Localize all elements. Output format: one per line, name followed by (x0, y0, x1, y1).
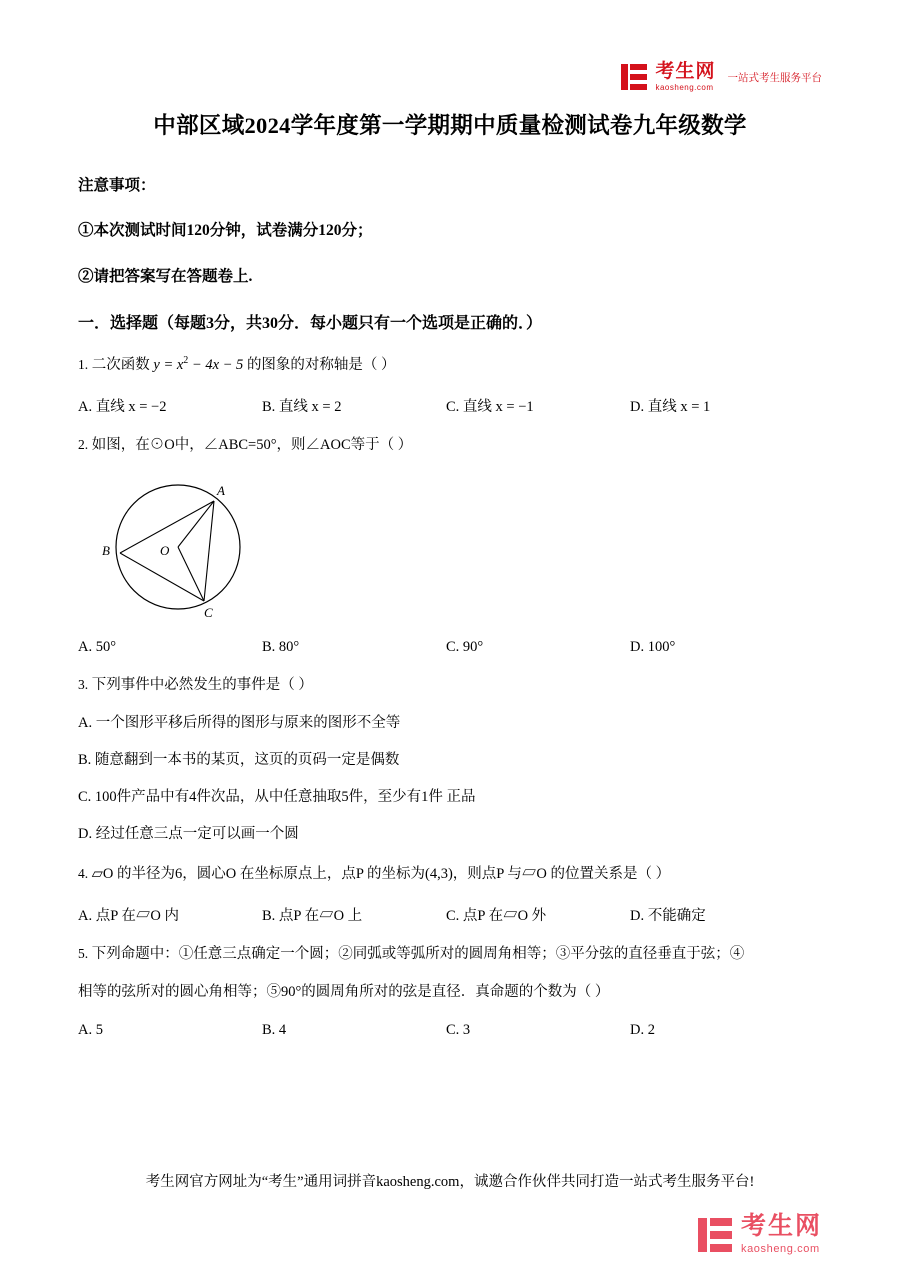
footer-logo-text (741, 1214, 822, 1255)
question-1-options (78, 395, 822, 416)
question-2-option-c[interactable]: C. 90° (446, 638, 484, 655)
header-logo-cn: 考生网 (655, 61, 716, 82)
question-2-number: 2. (78, 436, 89, 452)
question-5-line-2-wrap (78, 981, 822, 1004)
question-5-option-d[interactable]: D. 2 (630, 1021, 655, 1038)
question-5-option-a[interactable]: A. 5 (78, 1021, 103, 1038)
svg-text:B: B (102, 542, 110, 558)
svg-text:O: O (160, 542, 170, 558)
question-1-option-c[interactable]: C. 直线 x = −1 (446, 398, 534, 415)
question-1-text-after: 的图象的对称轴是（ ） (246, 356, 396, 373)
question-3-choice-a[interactable]: A. 一个图形平移后所得的图形与原来的图形不全等 (78, 715, 401, 732)
question-4-options (78, 904, 822, 925)
question-1: 1. 二次函数 $y = x^2 - 4x - 5$ 的图象的对称轴是（ ） (78, 354, 396, 373)
question-4-number: 4. (78, 866, 89, 882)
question-3-text: 下列事件中必然发生的事件是（ ） (91, 676, 313, 693)
question-5-options (78, 1022, 822, 1039)
svg-text:C: C (204, 604, 213, 620)
question-1-option-a[interactable]: A. 直线 x = −2 (78, 398, 167, 415)
question-4-option-b[interactable]: B. 点P 在▱O 上 (262, 908, 363, 925)
question-5-line-1: 下列命题中：①任意三点确定一个圆；②同弧或等弧所对的圆周角相等；③平分弦的直径垂直于弦；④ (91, 946, 745, 963)
svg-text:A: A (217, 482, 225, 498)
question-1-text-before: 二次函数 (91, 356, 150, 373)
question-4 (78, 863, 822, 886)
question-4-text: ▱O 的半径为6，圆心O 在坐标原点上，点P 的坐标为(4,3)，则点P 与▱O 的位置关系是（ ） (91, 866, 671, 883)
question-5-option-c[interactable]: C. 3 (446, 1021, 471, 1038)
question-2-option-b[interactable]: B. 80° (262, 638, 300, 655)
question-2-option-a[interactable]: A. 50° (78, 638, 117, 655)
footer-logo-cn: 考生网 (740, 1212, 822, 1240)
document-body (78, 174, 822, 1057)
question-2-options (78, 639, 822, 656)
question-3-number: 3. (78, 676, 89, 692)
notice-item-2: ②请把答案写在答题卷上. (78, 267, 253, 285)
question-3-choice-d[interactable]: D. 经过任意三点一定可以画一个圆 (78, 826, 299, 843)
question-4-option-d[interactable]: D. 不能确定 (630, 908, 706, 925)
notice-heading: 注意事项： (78, 177, 156, 194)
kaosheng-logo-icon (621, 64, 647, 90)
header-logo-text (655, 62, 715, 92)
header-logo-en: kaosheng.com (655, 83, 714, 92)
footer-kaosheng-logo-icon (698, 1218, 732, 1252)
question-4-option-a[interactable]: A. 点P 在▱O 内 (78, 908, 179, 925)
question-2-option-d[interactable]: D. 100° (630, 638, 676, 655)
question-1-option-b[interactable]: B. 直线 x = 2 (262, 398, 342, 415)
header-logo (621, 62, 822, 92)
question-2 (78, 434, 822, 457)
question-2-figure (90, 475, 290, 625)
question-2-text: 如图，在⊙O中，∠ABC=50°，则∠AOC等于（ ） (91, 436, 413, 453)
header-slogan: 一站式考生服务平台 (727, 71, 822, 84)
question-5-line-2: 相等的弦所对的圆心角相等；⑤90°的圆周角所对的弦是直径．真命题的个数为（ ） (78, 983, 610, 1000)
question-3 (78, 674, 822, 697)
question-1-option-d[interactable]: D. 直线 x = 1 (630, 398, 711, 415)
question-1-formula: y (153, 356, 160, 373)
question-4-option-c[interactable]: C. 点P 在▱O 外 (446, 908, 547, 925)
question-5-option-b[interactable]: B. 4 (262, 1021, 287, 1038)
section-heading-1: 一．选择题（每题3分，共30分．每小题只有一个选项是正确的．） (78, 314, 543, 332)
circle-diagram-icon (90, 475, 290, 625)
question-5 (78, 943, 822, 966)
question-5-number: 5. (78, 946, 89, 962)
notice-item-1: ①本次测试时间120分钟，试卷满分120分； (78, 222, 373, 240)
question-3-choice-c[interactable]: C. 100件产品中有4件次品，从中任意抽取5件，至少有1件 正品 (78, 789, 476, 806)
question-1-number: 1. (78, 356, 89, 372)
footer-note: 考生网官方网址为“考生”通用词拼音kaosheng.com，诚邀合作伙伴共同打造一站式考生服务平台! (145, 1174, 755, 1190)
page-title: 中部区域2024学年度第一学期期中质量检测试卷九年级数学 (153, 113, 747, 138)
question-3-choice-b[interactable]: B. 随意翻到一本书的某页，这页的页码一定是偶数 (78, 752, 400, 769)
footer-logo-en: kaosheng.com (740, 1243, 820, 1255)
footer-logo (698, 1214, 822, 1255)
